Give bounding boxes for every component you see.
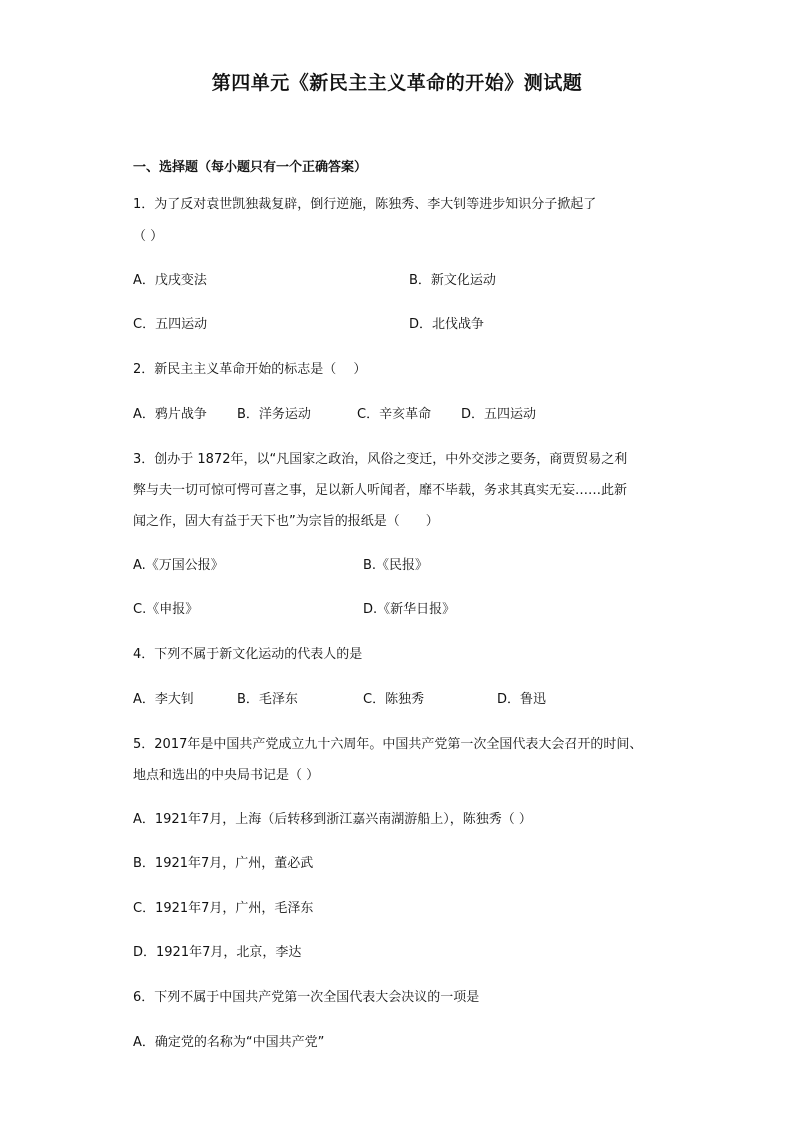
question-4-option-c: C．陈独秀 bbox=[363, 692, 425, 707]
question-5-stem-line-1: 5．2017年是中国共产党成立九十六周年。中国共产党第一次全国代表大会召开的时间、 bbox=[133, 737, 643, 752]
question-1-stem-line-1: 1．为了反对袁世凯独裁复辟，倒行逆施，陈独秀、李大钊等进步知识分子掀起了 bbox=[133, 197, 597, 212]
question-1-option-c: C．五四运动 bbox=[133, 317, 208, 332]
question-2-option-d: D．五四运动 bbox=[461, 407, 537, 422]
question-2-stem: 2．新民主主义革命开始的标志是（ ） bbox=[133, 362, 367, 377]
question-1-option-a: A．戊戌变法 bbox=[133, 273, 207, 288]
question-5-option-a: A．1921年7月，上海（后转移到浙江嘉兴南湖游船上），陈独秀（ ） bbox=[133, 812, 532, 827]
question-6-option-a: A．确定党的名称为“中国共产党” bbox=[133, 1035, 325, 1050]
question-4-option-d: D．鲁迅 bbox=[497, 692, 547, 707]
question-5-option-b: B．1921年7月，广州，董必武 bbox=[133, 856, 314, 871]
question-1-stem-line-2: （ ） bbox=[133, 229, 164, 244]
section-heading: 一、选择题（每小题只有一个正确答案） bbox=[133, 160, 368, 175]
question-5-option-d: D．1921年7月，北京，李达 bbox=[133, 945, 302, 960]
question-3-option-d: D.《新华日报》 bbox=[363, 602, 456, 617]
question-3-option-c: C.《申报》 bbox=[133, 602, 199, 617]
question-2-option-a: A．鸦片战争 bbox=[133, 407, 207, 422]
question-2-option-c: C．辛亥革命 bbox=[357, 407, 432, 422]
question-4-option-b: B．毛泽东 bbox=[237, 692, 298, 707]
page-title: 第四单元《新民主主义革命的开始》测试题 bbox=[211, 72, 583, 94]
question-3-stem-line-3: 闻之作，固大有益于天下也”为宗旨的报纸是（ ） bbox=[133, 514, 439, 529]
question-6-stem: 6．下列不属于中国共产党第一次全国代表大会决议的一项是 bbox=[133, 990, 480, 1005]
question-5-stem-line-2: 地点和选出的中央局书记是（ ） bbox=[133, 768, 320, 783]
question-3-option-b: B.《民报》 bbox=[363, 558, 429, 573]
question-1-option-b: B．新文化运动 bbox=[409, 273, 496, 288]
question-3-stem-line-2: 弊与夫一切可惊可愕可喜之事，足以新人听闻者，靡不毕载，务求其真实无妄……此新 bbox=[133, 483, 628, 498]
question-4-option-a: A．李大钊 bbox=[133, 692, 194, 707]
question-4-stem: 4．下列不属于新文化运动的代表人的是 bbox=[133, 647, 363, 662]
question-1-option-d: D．北伐战争 bbox=[409, 317, 485, 332]
question-3-option-a: A.《万国公报》 bbox=[133, 558, 224, 573]
question-2-option-b: B．洋务运动 bbox=[237, 407, 311, 422]
question-5-option-c: C．1921年7月，广州，毛泽东 bbox=[133, 901, 314, 916]
question-3-stem-line-1: 3．创办于 1872年，以“凡国家之政治，风俗之变迁，中外交涉之要务，商贾贸易之利 bbox=[133, 452, 628, 467]
